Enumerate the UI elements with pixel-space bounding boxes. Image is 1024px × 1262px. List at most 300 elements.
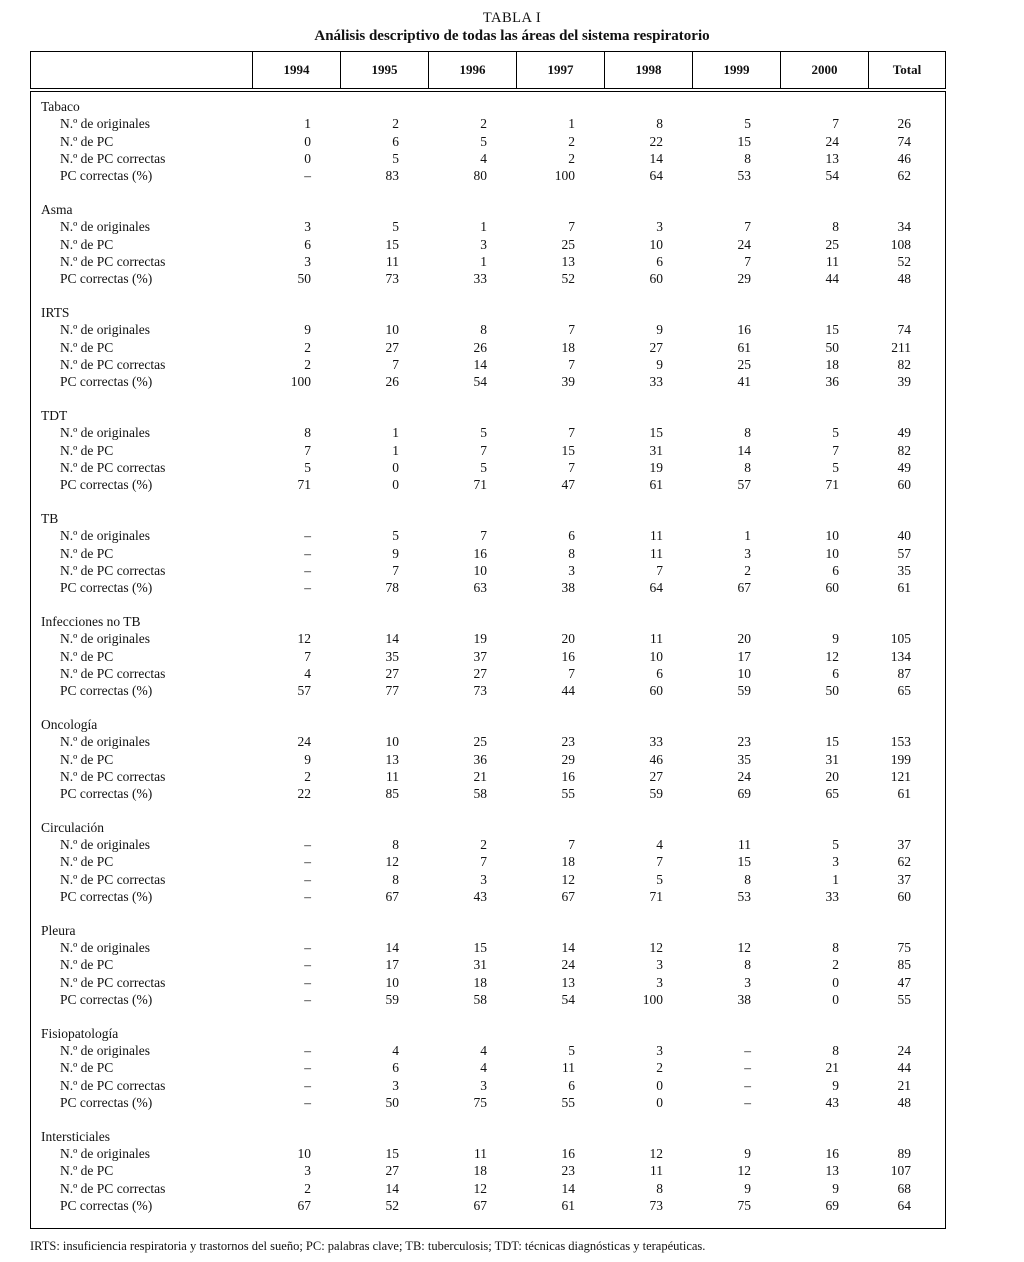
value-cell: 35 bbox=[897, 562, 911, 578]
value-cell: 8 bbox=[744, 425, 751, 441]
value-cell: 73 bbox=[473, 683, 487, 699]
value-cell: – bbox=[304, 1077, 311, 1093]
value-cell: 14 bbox=[473, 356, 487, 372]
value-cell: 27 bbox=[385, 665, 399, 681]
table-row bbox=[31, 356, 945, 373]
value-cell: 6 bbox=[568, 528, 575, 544]
table-row bbox=[31, 321, 945, 338]
table-group bbox=[31, 304, 945, 390]
table-header-row bbox=[30, 51, 946, 89]
value-cell: 50 bbox=[825, 683, 839, 699]
value-cell: 11 bbox=[386, 768, 399, 784]
value-cell: 6 bbox=[656, 665, 663, 681]
value-cell: 63 bbox=[473, 580, 487, 596]
value-cell: 25 bbox=[561, 236, 575, 252]
row-label: PC correctas (%) bbox=[60, 271, 153, 287]
value-cell: 49 bbox=[897, 425, 911, 441]
row-label: N.º de PC correctas bbox=[60, 253, 166, 269]
value-cell: 0 bbox=[392, 477, 399, 493]
value-cell: 18 bbox=[561, 339, 575, 355]
value-cell: 12 bbox=[649, 1146, 663, 1162]
value-cell: 69 bbox=[737, 786, 751, 802]
value-cell: 35 bbox=[385, 648, 399, 664]
row-label: N.º de originales bbox=[60, 116, 151, 132]
value-cell: 2 bbox=[568, 150, 575, 166]
value-cell: 52 bbox=[385, 1198, 399, 1214]
value-cell: 4 bbox=[304, 665, 311, 681]
value-cell: – bbox=[304, 889, 311, 905]
value-cell: 44 bbox=[897, 1060, 911, 1076]
value-cell: – bbox=[744, 1060, 751, 1076]
value-cell: 7 bbox=[480, 528, 487, 544]
value-cell: 85 bbox=[385, 786, 399, 802]
table-row bbox=[31, 956, 945, 973]
value-cell: 62 bbox=[897, 168, 911, 184]
value-cell: 31 bbox=[649, 442, 663, 458]
value-cell: 0 bbox=[392, 459, 399, 475]
row-label: N.º de PC correctas bbox=[60, 665, 166, 681]
value-cell: 17 bbox=[737, 648, 751, 664]
row-label: N.º de PC bbox=[60, 751, 114, 767]
row-label: N.º de PC correctas bbox=[60, 356, 166, 372]
row-label: N.º de originales bbox=[60, 322, 151, 338]
value-cell: 27 bbox=[649, 339, 663, 355]
table-row bbox=[31, 424, 945, 441]
value-cell: 43 bbox=[825, 1095, 839, 1111]
value-cell: – bbox=[304, 854, 311, 870]
value-cell: 7 bbox=[832, 442, 839, 458]
value-cell: 12 bbox=[385, 854, 399, 870]
value-cell: 15 bbox=[561, 442, 575, 458]
value-cell: 5 bbox=[656, 871, 663, 887]
value-cell: 33 bbox=[649, 374, 663, 390]
value-cell: 7 bbox=[656, 854, 663, 870]
row-label: N.º de PC bbox=[60, 1163, 114, 1179]
value-cell: 40 bbox=[897, 528, 911, 544]
group-name: Intersticiales bbox=[41, 1128, 110, 1144]
value-cell: 18 bbox=[473, 974, 487, 990]
value-cell: 2 bbox=[656, 1060, 663, 1076]
value-cell: 27 bbox=[473, 665, 487, 681]
table-group bbox=[31, 1128, 945, 1214]
table-row bbox=[31, 218, 945, 235]
value-cell: 23 bbox=[561, 734, 575, 750]
value-cell: 61 bbox=[897, 580, 911, 596]
row-label: N.º de PC bbox=[60, 545, 114, 561]
value-cell: 26 bbox=[385, 374, 399, 390]
value-cell: 11 bbox=[650, 631, 663, 647]
value-cell: 24 bbox=[825, 133, 839, 149]
value-cell: 8 bbox=[480, 322, 487, 338]
table-row bbox=[31, 1094, 945, 1111]
value-cell: 53 bbox=[737, 889, 751, 905]
value-cell: – bbox=[304, 957, 311, 973]
value-cell: 8 bbox=[392, 837, 399, 853]
value-cell: – bbox=[304, 992, 311, 1008]
value-cell: 36 bbox=[473, 751, 487, 767]
value-cell: 61 bbox=[897, 786, 911, 802]
value-cell: 36 bbox=[825, 374, 839, 390]
table-row bbox=[31, 888, 945, 905]
value-cell: 5 bbox=[480, 133, 487, 149]
value-cell: 9 bbox=[304, 322, 311, 338]
value-cell: 6 bbox=[832, 665, 839, 681]
table-row bbox=[31, 115, 945, 132]
value-cell: 54 bbox=[561, 992, 575, 1008]
value-cell: 25 bbox=[737, 356, 751, 372]
value-cell: 4 bbox=[480, 1060, 487, 1076]
value-cell: 64 bbox=[649, 580, 663, 596]
value-cell: 80 bbox=[473, 168, 487, 184]
table-number-title: TABLA I bbox=[482, 10, 542, 26]
value-cell: 21 bbox=[825, 1060, 839, 1076]
table-row bbox=[31, 167, 945, 184]
value-cell: – bbox=[744, 1043, 751, 1059]
value-cell: 8 bbox=[392, 871, 399, 887]
value-cell: 10 bbox=[649, 648, 663, 664]
table-row bbox=[31, 939, 945, 956]
value-cell: 7 bbox=[568, 665, 575, 681]
value-cell: 7 bbox=[304, 648, 311, 664]
table-row bbox=[31, 253, 945, 270]
row-label: N.º de originales bbox=[60, 940, 151, 956]
row-label: N.º de PC bbox=[60, 648, 114, 664]
value-cell: – bbox=[304, 837, 311, 853]
value-cell: 100 bbox=[290, 374, 311, 390]
value-cell: 33 bbox=[649, 734, 663, 750]
value-cell: 54 bbox=[825, 168, 839, 184]
value-cell: 11 bbox=[650, 1163, 663, 1179]
value-cell: 2 bbox=[304, 768, 311, 784]
value-cell: 83 bbox=[385, 168, 399, 184]
value-cell: 6 bbox=[656, 253, 663, 269]
value-cell: 9 bbox=[656, 356, 663, 372]
value-cell: 14 bbox=[737, 442, 751, 458]
value-cell: 8 bbox=[744, 871, 751, 887]
value-cell: 39 bbox=[561, 374, 575, 390]
value-cell: 27 bbox=[385, 339, 399, 355]
row-label: PC correctas (%) bbox=[60, 786, 153, 802]
value-cell: 67 bbox=[297, 1198, 311, 1214]
row-label: PC correctas (%) bbox=[60, 168, 153, 184]
value-cell: 5 bbox=[304, 459, 311, 475]
value-cell: 7 bbox=[392, 562, 399, 578]
value-cell: 17 bbox=[385, 957, 399, 973]
value-cell: 15 bbox=[473, 940, 487, 956]
table-row bbox=[31, 785, 945, 802]
value-cell: 37 bbox=[897, 871, 911, 887]
value-cell: 4 bbox=[656, 837, 663, 853]
value-cell: 58 bbox=[473, 992, 487, 1008]
value-cell: 49 bbox=[897, 459, 911, 475]
value-cell: 5 bbox=[392, 219, 399, 235]
value-cell: 6 bbox=[304, 236, 311, 252]
table-row bbox=[31, 733, 945, 750]
value-cell: 46 bbox=[649, 751, 663, 767]
value-cell: 3 bbox=[656, 974, 663, 990]
value-cell: – bbox=[304, 545, 311, 561]
value-cell: 10 bbox=[737, 665, 751, 681]
value-cell: 19 bbox=[649, 459, 663, 475]
value-cell: 69 bbox=[825, 1198, 839, 1214]
value-cell: 100 bbox=[642, 992, 663, 1008]
value-cell: 60 bbox=[649, 683, 663, 699]
value-cell: 29 bbox=[737, 271, 751, 287]
value-cell: 24 bbox=[737, 236, 751, 252]
row-label: N.º de PC correctas bbox=[60, 459, 166, 475]
value-cell: 23 bbox=[737, 734, 751, 750]
value-cell: 59 bbox=[385, 992, 399, 1008]
value-cell: 44 bbox=[825, 271, 839, 287]
value-cell: 15 bbox=[737, 133, 751, 149]
row-label: N.º de PC bbox=[60, 236, 114, 252]
value-cell: 199 bbox=[890, 751, 911, 767]
value-cell: 60 bbox=[897, 889, 911, 905]
value-cell: 55 bbox=[561, 786, 575, 802]
value-cell: 57 bbox=[297, 683, 311, 699]
table-group bbox=[31, 201, 945, 287]
value-cell: 59 bbox=[649, 786, 663, 802]
value-cell: 7 bbox=[744, 219, 751, 235]
value-cell: 8 bbox=[568, 545, 575, 561]
table-row bbox=[31, 871, 945, 888]
value-cell: 12 bbox=[473, 1180, 487, 1196]
value-cell: 9 bbox=[392, 545, 399, 561]
table-subtitle: Análisis descriptivo de todas las áreas del sistema respiratorio bbox=[314, 28, 710, 44]
value-cell: 1 bbox=[568, 116, 575, 132]
value-cell: 6 bbox=[832, 562, 839, 578]
column-header-total: Total bbox=[892, 62, 922, 77]
value-cell: 46 bbox=[897, 150, 911, 166]
value-cell: 41 bbox=[737, 374, 751, 390]
value-cell: 64 bbox=[897, 1198, 911, 1214]
table-row bbox=[31, 991, 945, 1008]
value-cell: 10 bbox=[385, 734, 399, 750]
value-cell: 0 bbox=[304, 133, 311, 149]
table-row bbox=[31, 648, 945, 665]
table-group bbox=[31, 716, 945, 802]
value-cell: 7 bbox=[568, 459, 575, 475]
value-cell: 1 bbox=[480, 253, 487, 269]
value-cell: 16 bbox=[473, 545, 487, 561]
value-cell: 50 bbox=[385, 1095, 399, 1111]
value-cell: 73 bbox=[649, 1198, 663, 1214]
value-cell: 8 bbox=[744, 150, 751, 166]
table-row bbox=[31, 1059, 945, 1076]
value-cell: 71 bbox=[825, 477, 839, 493]
value-cell: 78 bbox=[385, 580, 399, 596]
value-cell: 21 bbox=[897, 1077, 911, 1093]
value-cell: 52 bbox=[561, 271, 575, 287]
table-footnote: IRTS: insuficiencia respiratoria y trastornos del sueño; PC: palabras clave; TB: tuberculosis; TDT: técnicas diagnósticas y terapéuticas. bbox=[30, 1239, 706, 1253]
column-header-1998: 1998 bbox=[605, 52, 693, 88]
row-label: PC correctas (%) bbox=[60, 683, 153, 699]
value-cell: 3 bbox=[304, 219, 311, 235]
value-cell: 67 bbox=[561, 889, 575, 905]
row-label: N.º de originales bbox=[60, 837, 151, 853]
value-cell: 108 bbox=[890, 236, 911, 252]
value-cell: 48 bbox=[897, 1095, 911, 1111]
value-cell: 26 bbox=[897, 116, 911, 132]
value-cell: – bbox=[304, 871, 311, 887]
value-cell: 18 bbox=[561, 854, 575, 870]
value-cell: 75 bbox=[473, 1095, 487, 1111]
value-cell: 5 bbox=[480, 425, 487, 441]
value-cell: 26 bbox=[473, 339, 487, 355]
value-cell: 39 bbox=[897, 374, 911, 390]
row-label: PC correctas (%) bbox=[60, 1095, 153, 1111]
value-cell: 3 bbox=[744, 974, 751, 990]
value-cell: 2 bbox=[480, 116, 487, 132]
value-cell: 14 bbox=[385, 1180, 399, 1196]
value-cell: 13 bbox=[385, 751, 399, 767]
value-cell: 0 bbox=[832, 992, 839, 1008]
value-cell: 3 bbox=[304, 253, 311, 269]
value-cell: 5 bbox=[392, 528, 399, 544]
value-cell: 13 bbox=[561, 974, 575, 990]
table-group bbox=[31, 510, 945, 596]
value-cell: 7 bbox=[568, 837, 575, 853]
value-cell: 53 bbox=[737, 168, 751, 184]
table-group bbox=[31, 407, 945, 493]
table-row bbox=[31, 270, 945, 287]
value-cell: – bbox=[304, 168, 311, 184]
group-name: Pleura bbox=[41, 922, 76, 938]
value-cell: 0 bbox=[656, 1077, 663, 1093]
value-cell: 8 bbox=[832, 219, 839, 235]
row-label: N.º de originales bbox=[60, 1043, 151, 1059]
value-cell: 7 bbox=[480, 442, 487, 458]
value-cell: 3 bbox=[304, 1163, 311, 1179]
value-cell: 74 bbox=[897, 133, 911, 149]
value-cell: 61 bbox=[737, 339, 751, 355]
table-row bbox=[31, 545, 945, 562]
value-cell: 2 bbox=[832, 957, 839, 973]
value-cell: 0 bbox=[304, 150, 311, 166]
value-cell: 14 bbox=[561, 1180, 575, 1196]
value-cell: 13 bbox=[825, 150, 839, 166]
value-cell: 107 bbox=[890, 1163, 911, 1179]
data-table bbox=[30, 51, 946, 1229]
column-header-1999: 1999 bbox=[693, 52, 781, 88]
table-row bbox=[31, 751, 945, 768]
value-cell: 38 bbox=[561, 580, 575, 596]
table-row bbox=[31, 150, 945, 167]
value-cell: 43 bbox=[473, 889, 487, 905]
value-cell: 55 bbox=[897, 992, 911, 1008]
group-name: TB bbox=[41, 510, 59, 526]
value-cell: 50 bbox=[825, 339, 839, 355]
group-name: IRTS bbox=[41, 304, 70, 320]
value-cell: 12 bbox=[561, 871, 575, 887]
table-row bbox=[31, 1197, 945, 1214]
value-cell: 11 bbox=[562, 1060, 575, 1076]
row-label: N.º de originales bbox=[60, 528, 151, 544]
value-cell: 8 bbox=[304, 425, 311, 441]
value-cell: 1 bbox=[392, 442, 399, 458]
table-row bbox=[31, 459, 945, 476]
value-cell: 13 bbox=[561, 253, 575, 269]
value-cell: – bbox=[304, 562, 311, 578]
value-cell: 11 bbox=[386, 253, 399, 269]
row-label: PC correctas (%) bbox=[60, 374, 153, 390]
value-cell: 71 bbox=[473, 477, 487, 493]
column-header-1995: 1995 bbox=[341, 52, 429, 88]
value-cell: 4 bbox=[480, 150, 487, 166]
value-cell: 19 bbox=[473, 631, 487, 647]
value-cell: 7 bbox=[656, 562, 663, 578]
value-cell: 12 bbox=[825, 648, 839, 664]
row-label: N.º de PC correctas bbox=[60, 150, 166, 166]
value-cell: 100 bbox=[554, 168, 575, 184]
value-cell: 60 bbox=[649, 271, 663, 287]
value-cell: 6 bbox=[568, 1077, 575, 1093]
table-row bbox=[31, 682, 945, 699]
value-cell: 0 bbox=[832, 974, 839, 990]
header-corner-cell bbox=[31, 52, 253, 88]
table-row bbox=[31, 442, 945, 459]
value-cell: – bbox=[304, 528, 311, 544]
column-header-1994: 1994 bbox=[253, 52, 341, 88]
value-cell: 0 bbox=[656, 1095, 663, 1111]
value-cell: 44 bbox=[561, 683, 575, 699]
value-cell: 211 bbox=[891, 339, 911, 355]
value-cell: 11 bbox=[650, 528, 663, 544]
value-cell: – bbox=[744, 1095, 751, 1111]
value-cell: 35 bbox=[737, 751, 751, 767]
value-cell: 6 bbox=[392, 133, 399, 149]
value-cell: 16 bbox=[561, 1146, 575, 1162]
value-cell: 5 bbox=[832, 837, 839, 853]
row-label: PC correctas (%) bbox=[60, 992, 153, 1008]
value-cell: 77 bbox=[385, 683, 399, 699]
value-cell: 15 bbox=[385, 1146, 399, 1162]
group-name: Fisiopatología bbox=[41, 1025, 119, 1041]
value-cell: 3 bbox=[480, 236, 487, 252]
value-cell: 12 bbox=[737, 940, 751, 956]
row-label: N.º de originales bbox=[60, 425, 151, 441]
value-cell: 85 bbox=[897, 957, 911, 973]
value-cell: 14 bbox=[385, 631, 399, 647]
value-cell: 8 bbox=[744, 459, 751, 475]
row-label: N.º de PC correctas bbox=[60, 1180, 166, 1196]
value-cell: 3 bbox=[656, 1043, 663, 1059]
table-row bbox=[31, 236, 945, 253]
value-cell: 38 bbox=[737, 992, 751, 1008]
row-label: N.º de PC bbox=[60, 339, 114, 355]
value-cell: 67 bbox=[473, 1198, 487, 1214]
value-cell: 7 bbox=[568, 425, 575, 441]
value-cell: 7 bbox=[568, 219, 575, 235]
value-cell: 10 bbox=[385, 322, 399, 338]
value-cell: 15 bbox=[825, 322, 839, 338]
row-label: PC correctas (%) bbox=[60, 1198, 153, 1214]
value-cell: 7 bbox=[392, 356, 399, 372]
value-cell: 48 bbox=[897, 271, 911, 287]
value-cell: 15 bbox=[385, 236, 399, 252]
group-name: Oncología bbox=[41, 716, 98, 732]
value-cell: 27 bbox=[649, 768, 663, 784]
value-cell: 2 bbox=[304, 356, 311, 372]
value-cell: 31 bbox=[825, 751, 839, 767]
value-cell: 5 bbox=[744, 116, 751, 132]
value-cell: 57 bbox=[737, 477, 751, 493]
value-cell: 82 bbox=[897, 442, 911, 458]
value-cell: – bbox=[304, 974, 311, 990]
group-name: Asma bbox=[41, 201, 73, 217]
value-cell: 9 bbox=[832, 1077, 839, 1093]
value-cell: 2 bbox=[304, 1180, 311, 1196]
